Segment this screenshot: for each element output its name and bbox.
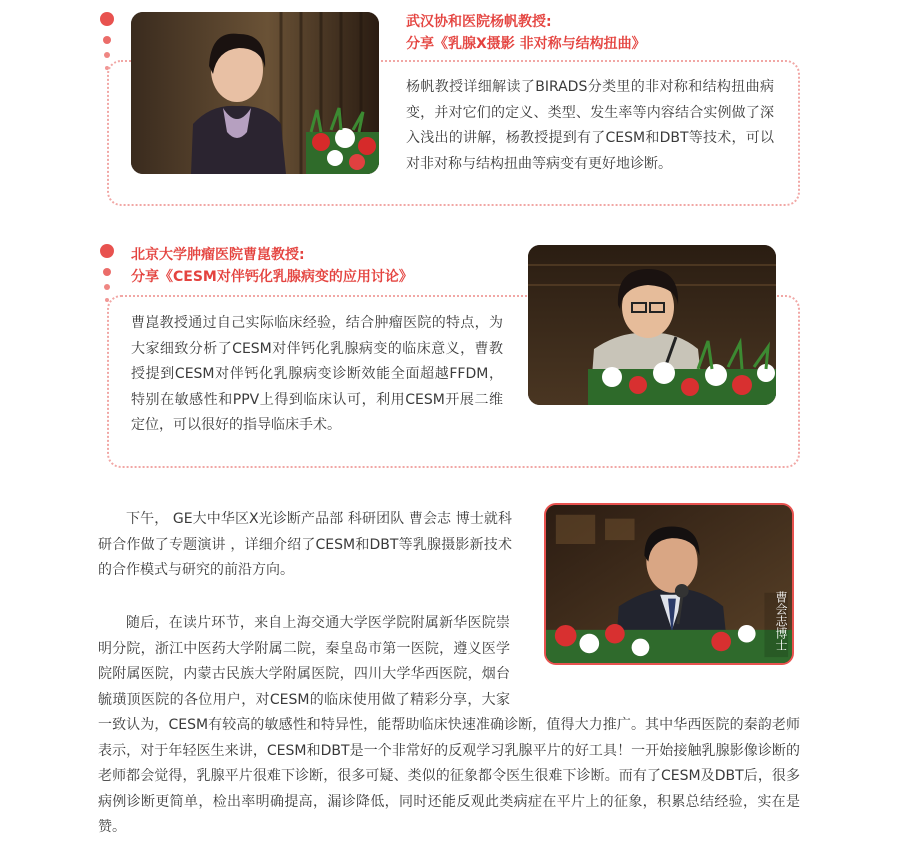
section2-heading-speaker: 北京大学肿瘤医院曹崑教授:: [131, 247, 305, 263]
section3-paragraph-1: 下午， GE大中华区X光诊断产品部 科研团队 曹会志 博士就科研合作做了专题演讲 ，详细介绍了CESM和DBT等乳腺摄影新技术的合作模式与研究的前沿方向。: [98, 511, 512, 578]
section1-heading-topic: 分享《乳腺X摄影 非对称与结构扭曲》: [406, 36, 646, 52]
speaker-photo-cao-kun: [528, 245, 776, 405]
section2-heading-topic: 分享《CESM对伴钙化乳腺病变的应用讨论》: [131, 269, 413, 285]
section1-body-text: 杨帆教授详细解读了BIRADS分类里的非对称和结构扭曲病变，并对它们的定义、类型、发生率等内容结合实例做了深入浅出的讲解，杨教授提到有了CESM和DBT等技术，可以对非对称与结构扭曲等病变有更好地诊断。: [406, 79, 774, 172]
section2-body-text: 曹崑教授通过自己实际临床经验，结合肿瘤医院的特点，为大家细致分析了CESM对伴钙化乳腺病变的临床意义，曹教授提到CESM对伴钙化乳腺病变诊断效能全面超越FFDM，特别在敏感性和PPV上得到临床认可，利用CESM开展二维定位，可以很好的指导临床手术。: [131, 315, 503, 433]
section3-paragraph-2: 随后，在读片环节，来自上海交通大学医学院附属新华医院崇明分院，浙江中医药大学附属二院，秦皇岛市第一医院，遵义医学院附属医院，内蒙古民族大学附属医院，四川大学华西医院，烟台毓璜顶医院的各位用户，对CESM的临床使用做了精彩分享，大家一致认为，CESM有较高的敏感性和特异性，能帮助临床快速准确诊断，值得大力推广。其中华西医院的秦韵老师表示，对于年轻医生来讲，CESM和DBT是一个非常好的反观学习乳腺平片的好工具！一开始接触乳腺影像诊断的老师都会觉得，乳腺平片很难下诊断，很多可疑、类似的征象都令医生很难下诊断。而有了CESM及DBT后，很多病例诊断更简单，检出率明确提高，漏诊降低，同时还能反观此类病症在平片上的征象，积累总结经验，实在是赞。: [98, 615, 800, 835]
photo-caption: 曹会志博士: [774, 591, 788, 651]
section1-heading-speaker: 武汉协和医院杨帆教授:: [406, 14, 552, 30]
speaker-photo-yang-fan: [131, 12, 379, 174]
